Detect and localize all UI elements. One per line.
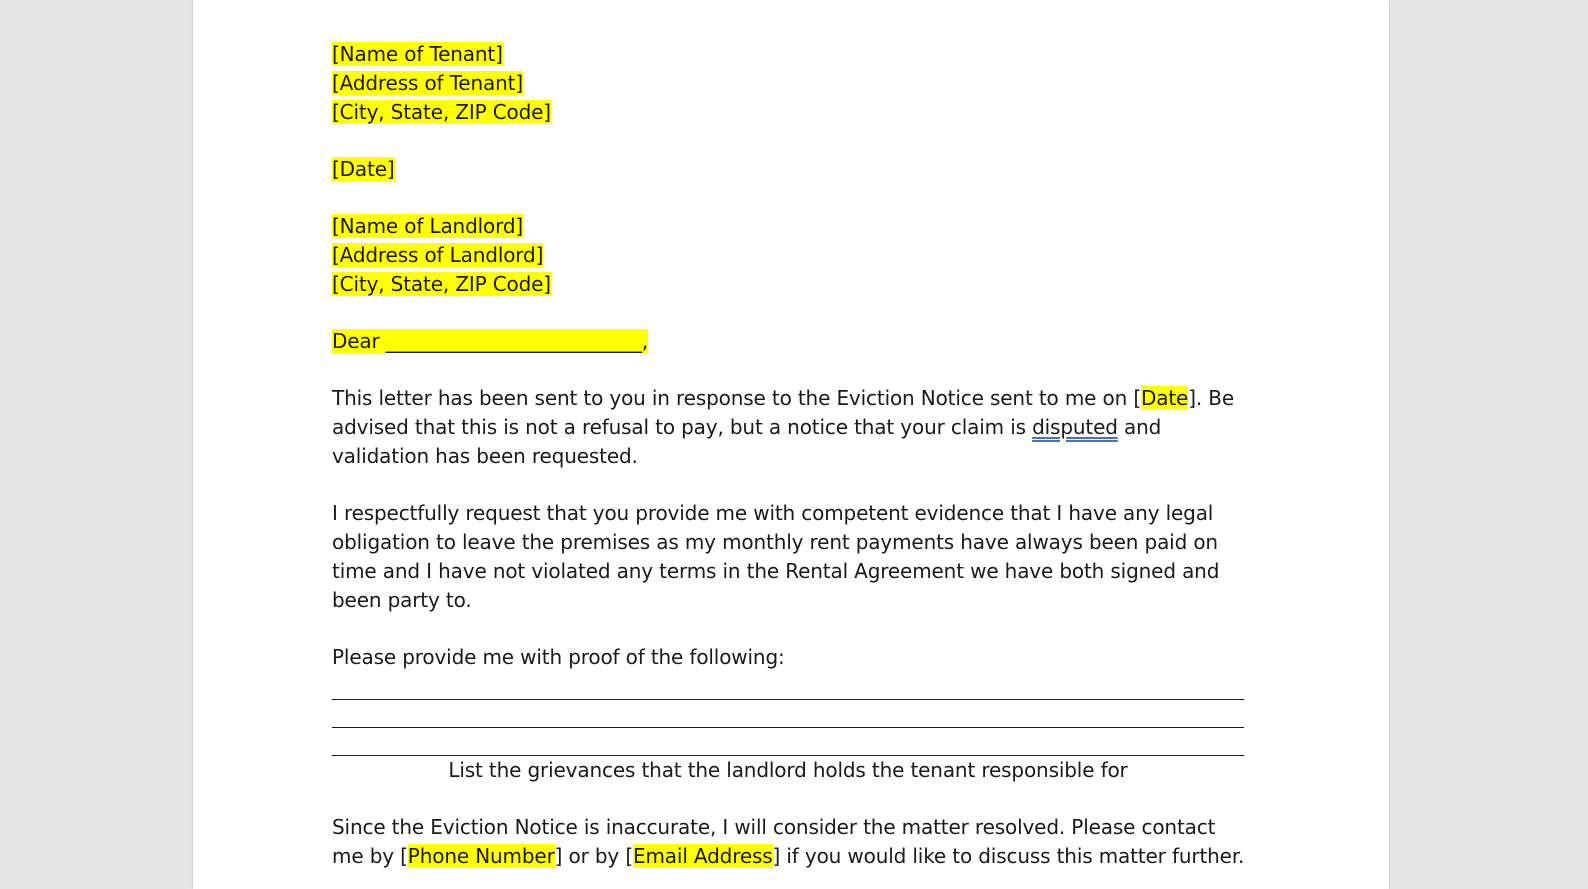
tenant-name-field[interactable]: [Name of Tenant] [332,42,503,66]
paragraph-closing[interactable] [332,813,1252,871]
grievance-blank-line-3[interactable] [332,728,1244,756]
date-field[interactable]: [Date] [332,157,395,181]
notice-date-field[interactable]: Date [1141,386,1189,410]
document-page[interactable] [193,0,1389,889]
spacer [332,127,1252,155]
paragraph3-text-a: Since the Eviction Notice is inaccurate, I will consider the matter resolved. Please contact me by [ [332,815,1216,868]
paragraph3-text-b: ] or by [ [554,844,633,868]
landlord-city-line [332,270,1252,299]
grammar-flagged-word[interactable]: disputed [1032,415,1118,439]
spacer [332,356,1252,384]
landlord-address-line [332,241,1252,270]
paragraph-response[interactable] [332,384,1252,471]
spacer [332,184,1252,212]
paragraph1-text-c: and validation has been requested. [332,415,1162,468]
proof-intro: Please provide me with proof of the following: [332,645,785,669]
tenant-address-line [332,69,1252,98]
grievance-blank-line-2[interactable] [332,700,1244,728]
email-address-field[interactable]: Email Address [632,844,773,868]
landlord-address-field[interactable]: [Address of Landlord] [332,243,544,267]
tenant-name-line [332,40,1252,69]
landlord-city-field[interactable]: [City, State, ZIP Code] [332,272,551,296]
date-line [332,155,1252,184]
spacer [332,471,1252,499]
grievance-blank-line-1[interactable] [332,672,1244,700]
letter-body[interactable] [332,40,1252,871]
phone-number-field[interactable]: Phone Number [407,844,555,868]
paragraph-request[interactable] [332,499,1252,615]
tenant-city-field[interactable]: [City, State, ZIP Code] [332,100,551,124]
spacer [332,615,1252,643]
tenant-city-line [332,98,1252,127]
paragraph3-text-c: ] if you would like to discuss this matter further. [772,844,1245,868]
landlord-name-line [332,212,1252,241]
paragraph2-text: I respectfully request that you provide me with competent evidence that I have any legal obligation to leave the premises as my monthly rent payments have always been paid on time and I have not violated any terms in the Rental Agreement we have both signed and been party to. [332,501,1220,612]
spacer [332,785,1252,813]
spacer [332,299,1252,327]
salutation-field[interactable]: Dear __________________________, [332,329,649,353]
landlord-name-field[interactable]: [Name of Landlord] [332,214,524,238]
grievance-caption: List the grievances that the landlord holds the tenant responsible for [448,758,1128,782]
salutation-line [332,327,1252,356]
paragraph1-text-b: ]. Be advised that this is not a refusal to pay, but a notice that your claim is [332,386,1234,439]
tenant-address-field[interactable]: [Address of Tenant] [332,71,523,95]
paragraph1-text-a: This letter has been sent to you in response to the Eviction Notice sent to me on [ [332,386,1141,410]
